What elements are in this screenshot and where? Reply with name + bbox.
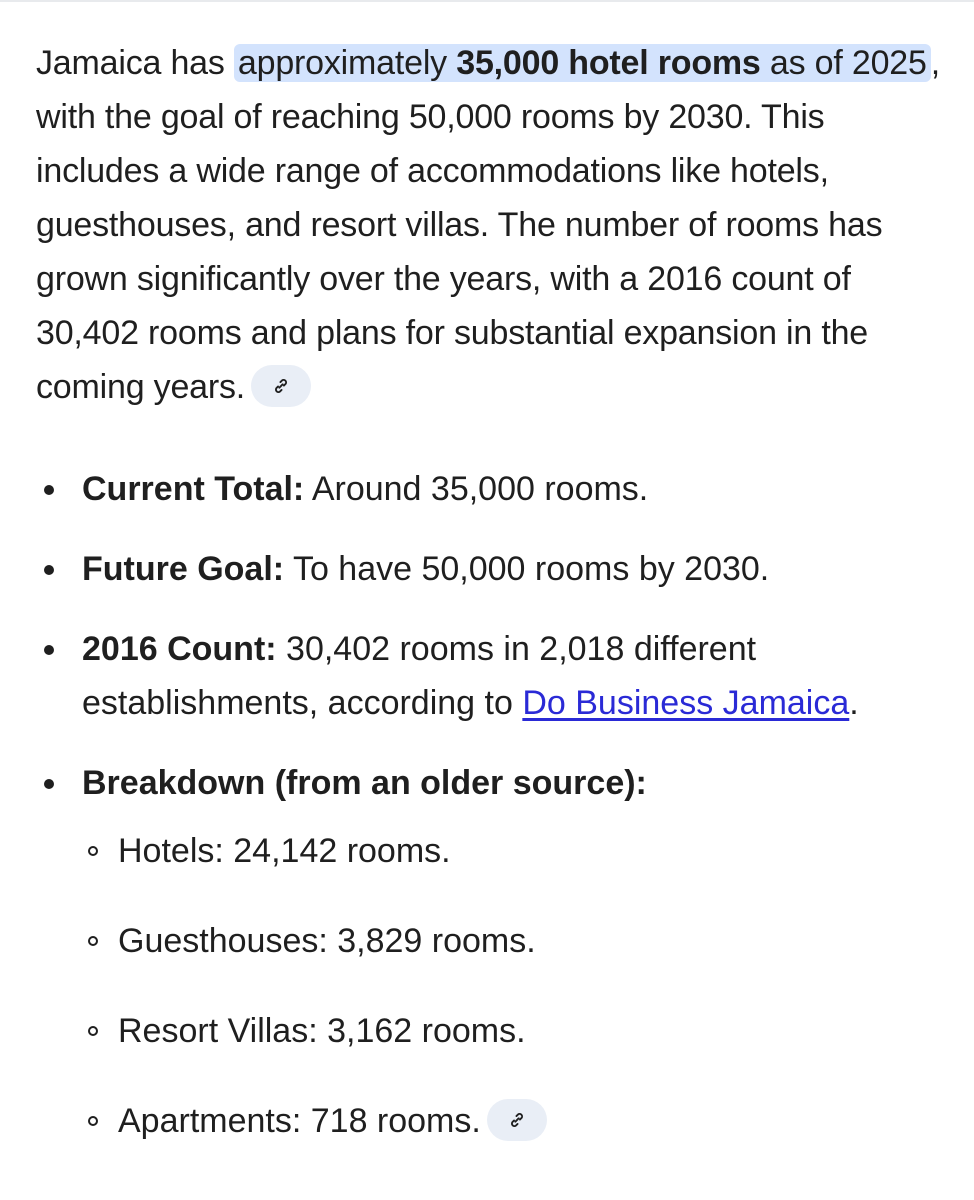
- highlight-text-2: as of 2025: [760, 44, 927, 82]
- link-icon: [507, 1110, 527, 1130]
- list-item-text: To have 50,000 rooms by 2030.: [284, 550, 770, 588]
- breakdown-text: Apartments: 718 rooms.: [118, 1102, 481, 1140]
- intro-rest: , with the goal of reaching 50,000 rooms by 2030. This includes a wide range of accommodations like hotels, guesthouses, and resort villas. The number of rooms has grown significantly over the years, with a 2016 count of 30,402 rooms and plans for substantial expansion in the coming years.: [36, 44, 940, 406]
- bullet-dot: [44, 565, 54, 575]
- highlight-bold: 35,000 hotel rooms: [456, 44, 761, 82]
- breakdown-item-guesthouses: [82, 914, 946, 968]
- bullet-dot: [44, 485, 54, 495]
- intro-lead: Jamaica has: [36, 44, 234, 82]
- list-item-text-end: .: [849, 684, 859, 722]
- breakdown-text: Resort Villas: 3,162 rooms.: [118, 1012, 526, 1050]
- sub-bullet-ring: [88, 1026, 98, 1036]
- breakdown-item-resort-villas: [82, 1004, 946, 1058]
- breakdown-text: Guesthouses: 3,829 rooms.: [118, 922, 536, 960]
- breakdown-item-apartments: [82, 1094, 946, 1148]
- sub-bullet-ring: [88, 1116, 98, 1126]
- source-link-chip[interactable]: [251, 365, 311, 407]
- bullet-dot: [44, 645, 54, 655]
- link-icon: [271, 376, 291, 396]
- bullet-dot: [44, 779, 54, 789]
- highlight-text-1: approximately: [237, 44, 457, 82]
- list-item-label: 2016 Count:: [82, 630, 277, 668]
- highlighted-answer[interactable]: [234, 44, 931, 82]
- list-item-text: 30,402 rooms in 2,018 different establishments, according to: [82, 630, 757, 722]
- sub-bullet-ring: [88, 936, 98, 946]
- breakdown-text: Hotels: 24,142 rooms.: [118, 832, 451, 870]
- list-item-text: Around 35,000 rooms.: [304, 470, 649, 508]
- list-item-label: Breakdown (from an older source):: [82, 764, 647, 802]
- breakdown-list: [82, 824, 946, 1148]
- top-divider: [0, 0, 974, 2]
- breakdown-item-hotels: [82, 824, 946, 878]
- do-business-jamaica-link[interactable]: Do Business Jamaica: [522, 684, 850, 722]
- source-link-chip[interactable]: [487, 1099, 547, 1141]
- list-item-2016-count: [36, 622, 946, 730]
- list-item-label: Future Goal:: [82, 550, 285, 588]
- list-item-current-total: [36, 462, 946, 516]
- answer-paragraph: [36, 36, 946, 414]
- list-item-label: Current Total:: [82, 470, 305, 508]
- facts-list: [36, 462, 946, 1184]
- sub-bullet-ring: [88, 846, 98, 856]
- list-item-breakdown: [36, 756, 946, 1148]
- list-item-future-goal: [36, 542, 946, 596]
